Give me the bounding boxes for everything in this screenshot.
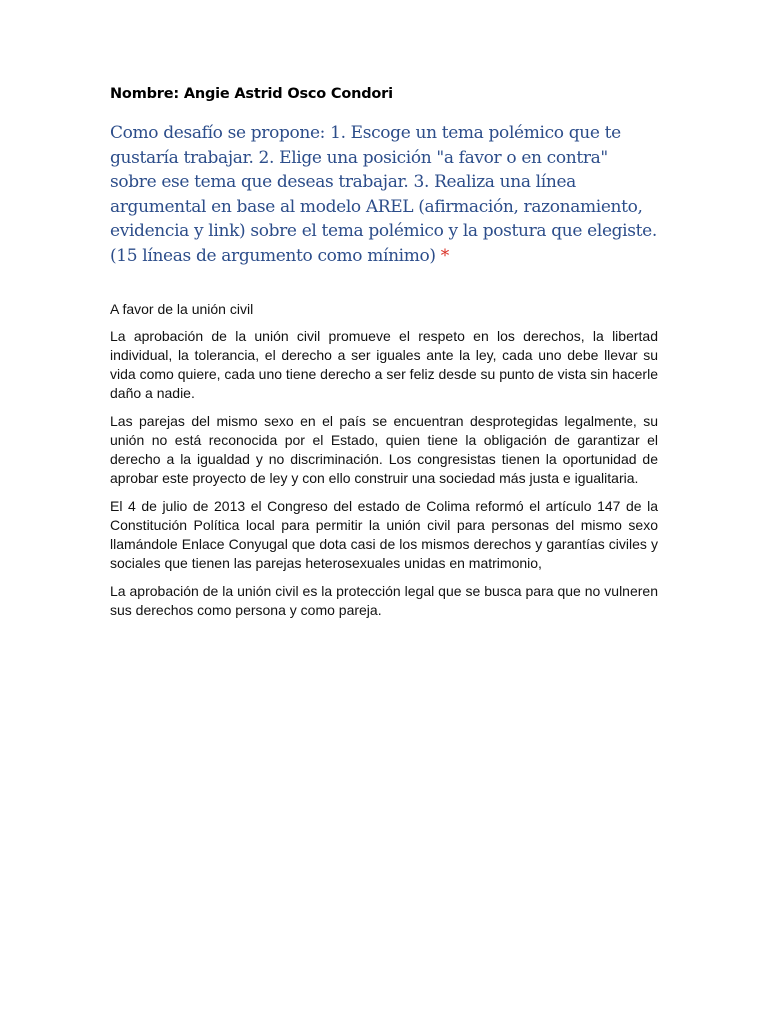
answer-heading: A favor de la unión civil	[110, 301, 254, 317]
answer-paragraph-4: La aprobación de la unión civil es la protección legal que se busca para que no vulneren sus derechos como persona y como pareja.	[110, 583, 658, 618]
answer-paragraph-1: La aprobación de la unión civil promueve el respeto en los derechos, la libertad individual, la tolerancia, el derecho a ser iguales ante la ley, cada uno debe llevar su vida como quiere, cada uno tiene derecho a ser feliz desde su punto de vista sin hacerle daño a nadie.	[110, 328, 658, 401]
student-name: Nombre: Angie Astrid Osco Condori	[110, 86, 393, 102]
answer-body	[110, 300, 658, 629]
required-marker: *	[440, 245, 449, 266]
prompt-text: Como desafío se propone: 1. Escoge un tema polémico que te gustaría trabajar. 2. Elige una posición "a favor o en contra" sobre ese tema que deseas trabajar. 3. Realiza una línea argumental en base al modelo AREL (afirmación, razonamiento, evidencia y link) sobre el tema polémico y la postura que elegiste. (15 líneas de argumento como mínimo)	[110, 123, 657, 266]
assignment-prompt	[110, 121, 658, 268]
answer-paragraph-2: Las parejas del mismo sexo en el país se encuentran desprotegidas legalmente, su unión no está reconocida por el Estado, quien tiene la obligación de garantizar el derecho a la igualdad y no discriminación. Los congresistas tienen la oportunidad de aprobar este proyecto de ley y con ello construir una sociedad más justa e igualitaria.	[110, 413, 658, 486]
answer-paragraph-3: El 4 de julio de 2013 el Congreso del estado de Colima reformó el artículo 147 de la Constitución Política local para permitir la unión civil para personas del mismo sexo llamándole Enlace Conyugal que dota casi de los mismos derechos y garantías civiles y sociales que tienen las parejas heterosexuales unidas en matrimonio,	[110, 498, 658, 571]
